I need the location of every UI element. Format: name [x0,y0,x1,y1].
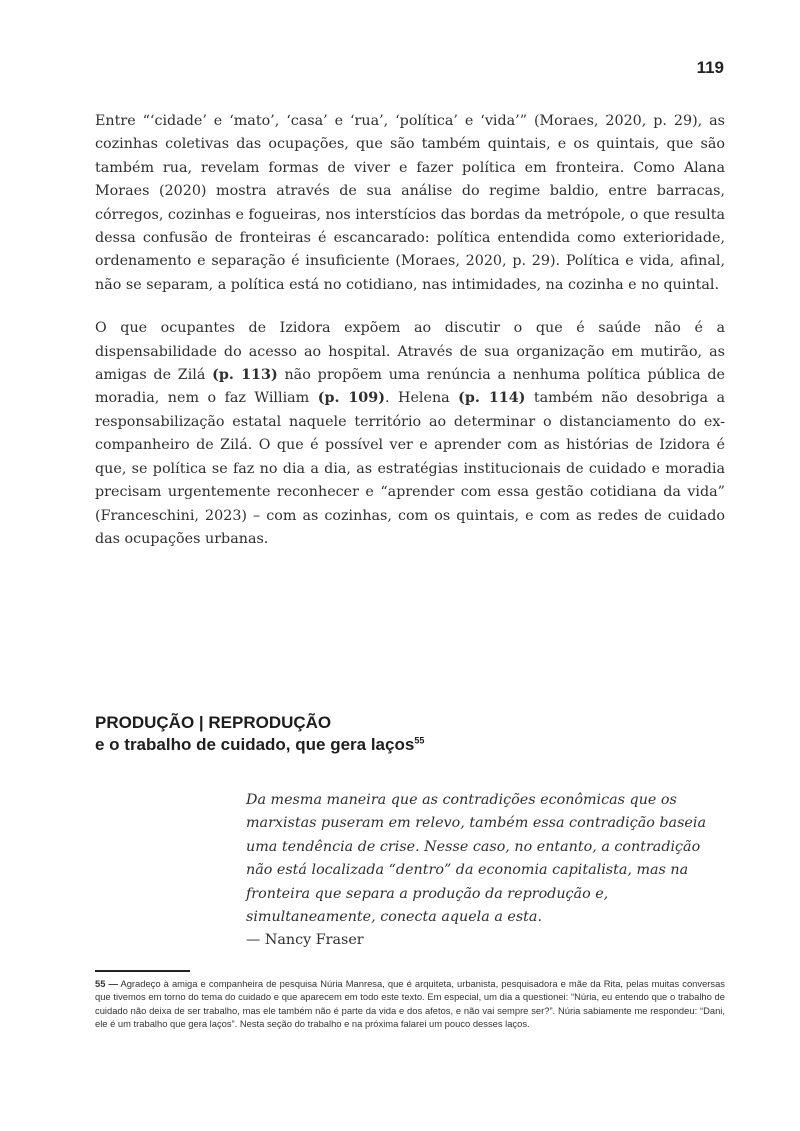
epigraph-quote: Da mesma maneira que as contradições econômicas que os marxistas puseram em relevo, também essa contradição baseia uma tendência de crise. Nesse caso, no entanto, a contradição não está localizada “dentro” da economia capitalista, mas na fronteira que separa a produção da reprodução e, simultaneamente, conecta aquela a esta. [246,792,706,926]
section-heading [95,712,715,756]
section-heading-subtitle: e o trabalho de cuidado, que gera laços [95,735,415,754]
footnote-text: Agradeço à amiga e companheira de pesquisa Núria Manresa, que é arquiteta, urbanista, pesquisadora e mãe da Rita, pelas muitas conversas que tivemos em torno do tema do cuidado e que aparecem em todo este texto. Em especial, um dia a questionei: “Núria, eu entendo que o trabalho de cuidado não deixa de ser trabalho, mas ele também não é parte da vida e dos afetos, e não vai sempre ser?”. Núria sabiamente me respondeu: “Dani, ele é um trabalho que gera laços”. Nesta seção do trabalho e na próxima falarei um pouco desses laços. [95,978,725,1030]
body-text [95,110,725,571]
section-heading-line-1: PRODUÇÃO | REPRODUÇÃO [95,713,332,732]
epigraph [246,789,726,953]
footnote-divider [95,970,190,972]
paragraph-2-text-4: também não desobriga a responsabilização estatal naquele território ao determinar o distanciamento do ex-companheiro de Zilá. O que é possível ver e aprender com as histórias de Izidora é que, se política se faz no dia a dia, as estratégias institucionais de cuidado e moradia precisam urgentemente reconhecer e “aprender com essa gestão cotidiana da vida” (Franceschini, 2023) – com as cozinhas, com os quintais, e com as redes de cuidado das ocupações urbanas. [95,390,726,547]
page-reference-114: (p. 114) [458,390,526,407]
page-reference-109: (p. 109) [317,390,385,407]
footnote-marker: 55 [414,735,425,746]
paragraph-2 [95,317,725,551]
paragraph-2-text-3: . Helena [384,390,459,407]
paragraph-1: Entre “‘cidade’ e ‘mato’, ‘casa’ e ‘rua’, ‘política’ e ‘vida’” (Moraes, 2020, p. 29), as cozinhas coletivas das ocupações, que são também quintais, e os quintais, que são também rua, revelam formas de viver e fazer política em fronteira. Como Alana Moraes (2020) mostra através de sua análise do regime baldio, entre barracas, córregos, cozinhas e fogueiras, nos interstícios das bordas da metrópole, o que resulta dessa confusão de fronteiras é escancarado: política entendida como exterioridade, ordenamento e separação é insuficiente (Moraes, 2020, p. 29). Política e vida, afinal, não se separam, a política está no cotidiano, nas intimidades, na cozinha e no quintal. [95,113,726,293]
paragraph-2-text-1: O que ocupantes de Izidora expõem ao discutir o que é saúde não é a dispensabilidade do acesso ao hospital. Através de sua organização em mutirão, as amigas de Zilá [95,320,725,384]
footnote-55 [95,977,725,1031]
footnote-label: 55 — [95,978,118,989]
page-number: 119 [696,58,724,77]
epigraph-author: — Nancy Fraser [246,932,364,949]
section-heading-line-2 [95,734,715,756]
page-reference-113: (p. 113) [212,367,278,384]
paragraph-2-text-2: não propõem uma renúncia a nenhuma política pública de moradia, nem o faz William [95,367,726,407]
